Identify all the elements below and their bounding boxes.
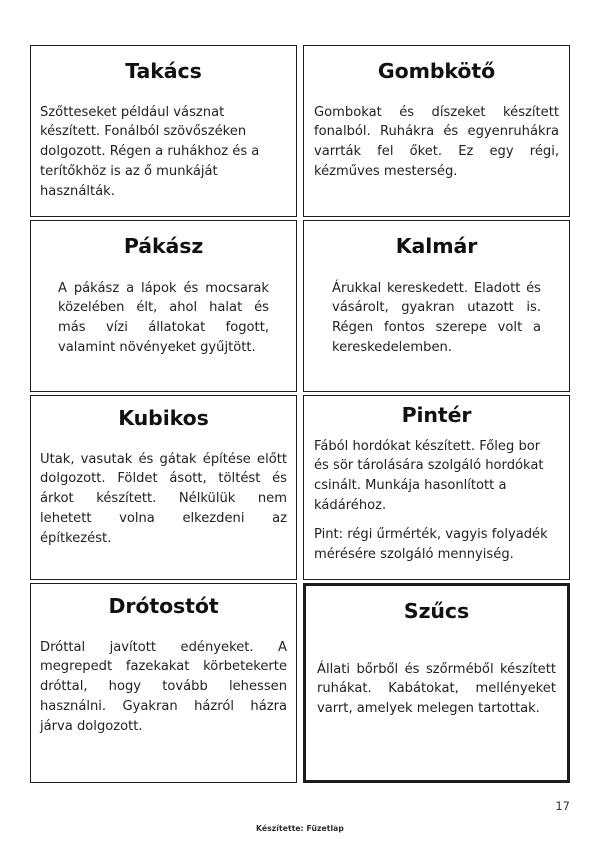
page-number: 17 [555,799,570,813]
card-title: Gombkötő [377,59,496,83]
profession-card-kalmar [303,220,570,392]
card-body [314,103,559,183]
card-paragraph: Árukkal kereskedett. Eladott és vásárolt, gyakran utazott is. Régen fontos szerepe volt a kereskedelemben. [332,280,541,356]
card-paragraph: Dróttal javított edényeket. A megrepedt fazekakat körbetekerte dróttal, hogy tovább lehessen használni. Gyakran házról házra járva dolgozott. [40,639,287,735]
card-title: Drótostót [108,594,219,618]
card-body [314,437,559,565]
card-title: Pintér [401,403,472,427]
profession-card-grid [30,45,570,788]
card-paragraph-note: Pint: régi űrmérték, vagyis folyadék mérésére szolgáló mennyiség. [314,527,548,563]
card-paragraph: A pákász a lápok és mocsarak közelében élt, ahol halat és más vízi állatokat fogott, valamint növényeket gyűjtött. [58,280,269,356]
card-body [40,450,287,549]
card-title: Takács [125,59,202,83]
profession-card-kubikos [30,395,297,580]
card-paragraph: Állati bőrből és szőrméből készített ruhákat. Kabátokat, mellényeket varrt, amelyek melegen tartottak. [317,661,556,717]
card-title: Szűcs [403,599,470,623]
card-body [40,638,287,737]
profession-card-gombkoto [303,45,570,217]
card-title: Kalmár [395,234,478,258]
card-body [317,660,556,720]
profession-card-pakasz [30,220,297,392]
card-paragraph: Gombokat és díszeket készített fonalból. Ruhákra és egyenruhákra varrták fel őket. Ez egy régi, kézműves mesterség. [314,104,559,180]
profession-card-szucs [303,583,570,783]
card-title: Kubikos [118,406,209,430]
card-body [332,279,541,359]
card-body [58,279,269,359]
footer-credit: Készítette: Füzetlap [256,824,344,833]
card-paragraph: Utak, vasutak és gátak építése előtt dolgozott. Földet ásott, töltést és árkot készített. Nélkülük nem lehetett volna elkezdeni az építkezést. [40,451,287,547]
profession-card-takacs [30,45,297,217]
card-title: Pákász [123,234,204,258]
profession-card-drotostot [30,583,297,783]
card-paragraph: Szőtteseket például vásznat készített. Fonálból szövőszéken dolgozott. Régen a ruhákhoz és a terítőkhöz is az ő munkáját használták. [40,104,260,200]
profession-card-pinter [303,395,570,580]
card-paragraph: Fából hordókat készített. Főleg bor és sör tárolására szolgáló hordókat csinált. Munkája hasonlított a kádáréhoz. [314,438,544,514]
card-body [40,103,287,202]
